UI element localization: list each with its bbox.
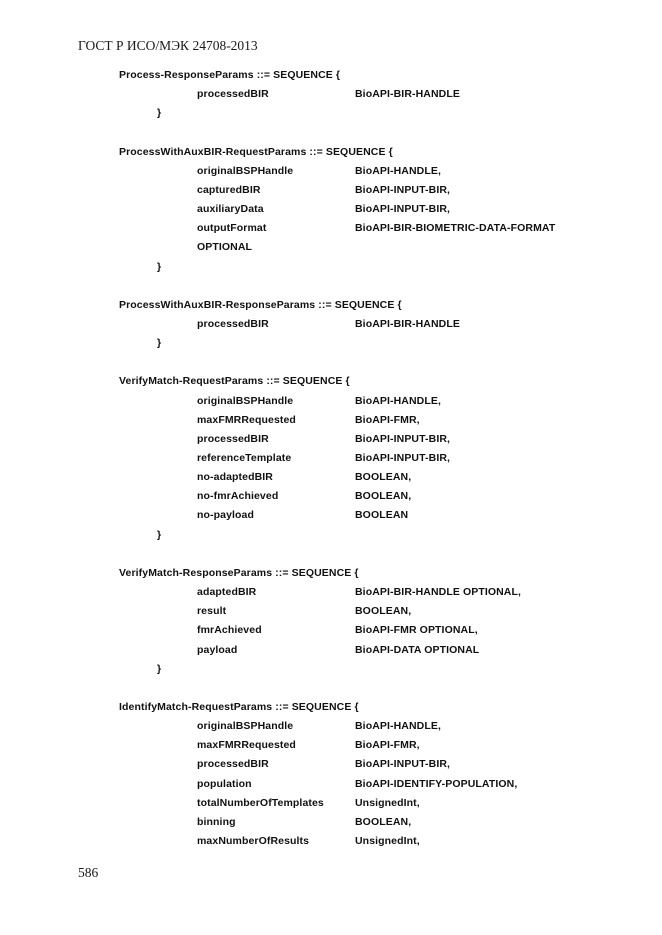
field-type: BioAPI-FMR, xyxy=(355,413,420,426)
field-name: no-fmrAchieved xyxy=(197,490,279,503)
field-type: BioAPI-INPUT-BIR, xyxy=(355,203,451,216)
field-type: BioAPI-HANDLE, xyxy=(355,164,441,177)
field-type: BioAPI-HANDLE, xyxy=(355,394,441,407)
field-type: BioAPI-FMR, xyxy=(355,739,420,752)
page-number: 586 xyxy=(78,865,99,880)
field-name: processedBIR xyxy=(197,317,269,330)
field-type: BOOLEAN, xyxy=(355,605,412,618)
field-type: UnsignedInt, xyxy=(355,835,420,847)
field-name: totalNumberOfTemplates xyxy=(197,796,324,809)
field-type: BioAPI-IDENTIFY-POPULATION, xyxy=(355,777,518,790)
field-type: UnsignedInt, xyxy=(355,796,420,809)
field-name: result xyxy=(197,605,227,618)
field-name: originalBSPHandle xyxy=(197,720,294,733)
field-name: payload xyxy=(197,643,238,656)
sequence-closing-brace: } xyxy=(157,107,162,120)
field-type: BioAPI-INPUT-BIR, xyxy=(355,452,451,464)
sequence-definition-header: ProcessWithAuxBIR-RequestParams ::= SEQUENCE { xyxy=(119,145,393,158)
field-name: population xyxy=(197,777,252,790)
field-type: BOOLEAN, xyxy=(355,471,412,484)
sequence-closing-brace: } xyxy=(157,528,162,541)
field-type: BioAPI-INPUT-BIR, xyxy=(355,432,451,445)
field-type: BioAPI-INPUT-BIR, xyxy=(355,183,451,196)
field-type: BioAPI-DATA OPTIONAL xyxy=(355,643,480,656)
field-name: maxNumberOfResults xyxy=(197,835,310,847)
field-type: BioAPI-BIR-BIOMETRIC-DATA-FORMAT xyxy=(355,222,556,235)
sequence-closing-brace: } xyxy=(157,260,162,273)
field-name: auxiliaryData xyxy=(197,203,264,216)
sequence-definition-header: ProcessWithAuxBIR-ResponseParams ::= SEQUENCE { xyxy=(119,298,402,311)
field-name: capturedBIR xyxy=(197,183,261,196)
field-type: BioAPI-FMR OPTIONAL, xyxy=(355,624,478,637)
field-type: BOOLEAN xyxy=(355,509,409,522)
sequence-definition-header: VerifyMatch-ResponseParams ::= SEQUENCE { xyxy=(119,566,359,579)
field-name: OPTIONAL xyxy=(197,241,253,254)
field-name: referenceTemplate xyxy=(197,452,292,464)
field-name: processedBIR xyxy=(197,432,269,445)
field-type: BOOLEAN, xyxy=(355,490,412,503)
field-name: maxFMRRequested xyxy=(197,413,296,426)
sequence-definition-header: Process-ResponseParams ::= SEQUENCE { xyxy=(119,69,341,81)
sequence-definition-header: VerifyMatch-RequestParams ::= SEQUENCE { xyxy=(119,375,350,388)
field-type: BOOLEAN, xyxy=(355,815,412,828)
field-name: outputFormat xyxy=(197,222,267,235)
field-name: no-adaptedBIR xyxy=(197,471,273,484)
field-type: BioAPI-BIR-HANDLE xyxy=(355,317,460,330)
field-name: adaptedBIR xyxy=(197,586,257,599)
field-name: originalBSPHandle xyxy=(197,164,294,177)
field-name: originalBSPHandle xyxy=(197,394,294,407)
field-name: processedBIR xyxy=(197,758,269,771)
field-type: BioAPI-HANDLE, xyxy=(355,720,441,733)
field-name: processedBIR xyxy=(197,88,269,101)
field-type: BioAPI-BIR-HANDLE OPTIONAL, xyxy=(355,586,522,599)
field-type: BioAPI-INPUT-BIR, xyxy=(355,758,451,771)
field-name: no-payload xyxy=(197,509,255,522)
field-name: maxFMRRequested xyxy=(197,739,296,752)
field-type: BioAPI-BIR-HANDLE xyxy=(355,88,460,101)
sequence-closing-brace: } xyxy=(157,662,162,675)
sequence-definition-header: IdentifyMatch-RequestParams ::= SEQUENCE { xyxy=(119,700,359,713)
field-name: fmrAchieved xyxy=(197,624,262,637)
field-name: binning xyxy=(197,815,236,828)
document-header: ГОСТ Р ИСО/МЭК 24708-2013 xyxy=(78,38,258,53)
sequence-closing-brace: } xyxy=(157,337,162,350)
